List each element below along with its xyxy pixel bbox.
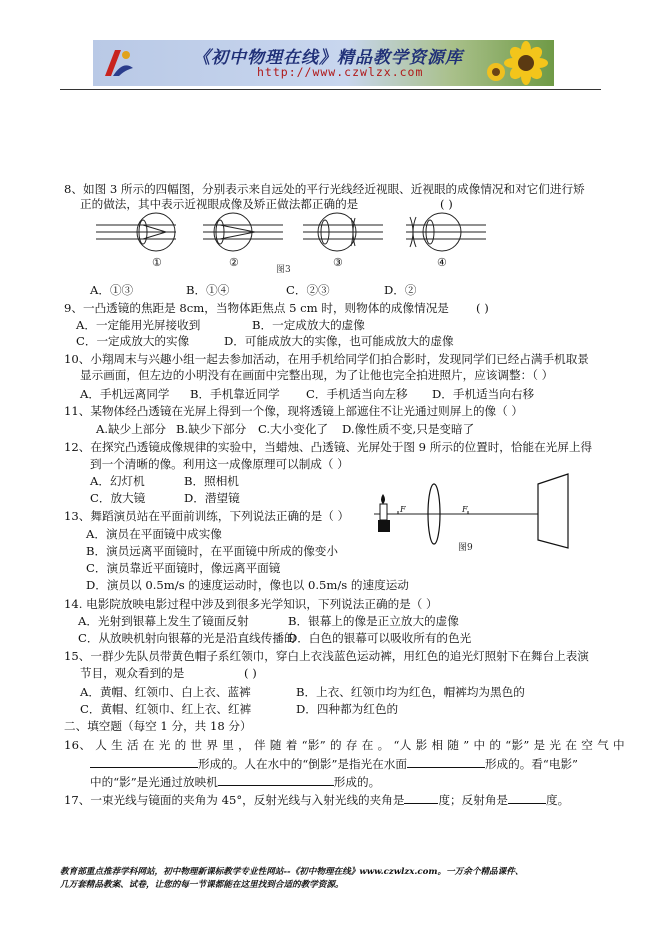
q8-option-c: C．②③ bbox=[286, 283, 330, 297]
q9-option-d: D．可能成放大的实像，也可能成放大的虚像 bbox=[224, 334, 454, 348]
q9-option-b: B．一定成放大的虚像 bbox=[252, 318, 365, 332]
q13-option-a: A．演员在平面镜中成实像 bbox=[86, 527, 222, 541]
eye-diagram-1 bbox=[96, 213, 176, 269]
q10-option-c: C．手机适当向左移 bbox=[306, 387, 408, 401]
q10-option-b: B．手机靠近同学 bbox=[190, 387, 280, 401]
q8-paren: ( ) bbox=[440, 197, 453, 211]
q11-stem: 11、某物体经凸透镜在光屏上得到一个像，现将透镜上部遮住不让光通过则屏上的像（ ） bbox=[64, 404, 524, 418]
q10-line2: 显示画面，但左边的小明没有在画面中完整出现，为了让他也完全拍进照片，应该调整：（ ） bbox=[80, 368, 554, 382]
q16-line2b: 形成的。看“电影” bbox=[484, 757, 578, 771]
q14-option-c: C．从放映机射向银幕的光是沿直线传播的 bbox=[78, 631, 296, 645]
q9-option-a: A．一定能用光屏接收到 bbox=[76, 318, 201, 332]
q8-option-a: A．①③ bbox=[90, 283, 134, 297]
q16-line2 bbox=[90, 756, 578, 772]
eye-diagram-2 bbox=[203, 213, 283, 269]
site-logo-icon bbox=[101, 46, 135, 80]
q12-line1: 12、在探究凸透镜成像规律的实验中，当蜡烛、凸透镜、光屏处于图 9 所示的位置时，恰能在光屏上得 bbox=[64, 440, 593, 454]
q17-part-b: 度；反射角是 bbox=[438, 793, 509, 807]
q11-option-b: B.缺少下部分 bbox=[176, 422, 247, 436]
q16-line1: 16、 人 生 活 在 光 的 世 界 里 ， 伴 随 着 “影” 的 存 在 。 “人 影 相 随 ” 中 的 “影” 是 光 在 空 气 中 bbox=[64, 738, 625, 752]
banner-url[interactable]: http://www.czwlzx.com bbox=[257, 65, 424, 79]
fig9-focus-right: F bbox=[462, 505, 468, 514]
fig-label-2: ② bbox=[229, 256, 239, 269]
q10-line1: 10、小翔周末与兴趣小组一起去参加活动，在用手机给同学们拍合影时，发现同学们已经占满手机取景 bbox=[64, 352, 589, 366]
q15-line1: 15、一群少先队员带黄色帽子系红领巾，穿白上衣浅蓝色运动裤，用红色的追光灯照射下在舞台上表演 bbox=[64, 649, 589, 663]
q12-option-a: A．幻灯机 bbox=[90, 474, 145, 488]
q15-paren: ( ) bbox=[244, 666, 257, 680]
light-screen-icon bbox=[538, 474, 568, 548]
q11-option-c: C.大小变化了 bbox=[258, 422, 329, 436]
q16-blank-2[interactable] bbox=[407, 756, 485, 768]
q8-option-d: D．② bbox=[384, 283, 417, 297]
q11-option-a: A.缺少上部分 bbox=[96, 422, 167, 436]
q14-stem: 14. 电影院放映电影过程中涉及到很多光学知识，下列说法正确的是（ ） bbox=[64, 597, 438, 611]
q13-stem: 13、舞蹈演员站在平面前训练，下列说法正确的是（ ） bbox=[64, 509, 350, 523]
q13-option-b: B．演员远离平面镜时，在平面镜中所成的像变小 bbox=[86, 544, 338, 558]
q13-option-c: C．演员靠近平面镜时，像远离平面镜 bbox=[86, 561, 281, 575]
fig-label-1: ① bbox=[152, 256, 162, 269]
page-footer bbox=[60, 866, 620, 892]
q8-line2: 正的做法，其中表示近视眼成像及矫正做法都正确的是 bbox=[80, 197, 359, 211]
banner-title: 《初中物理在线》精品教学资源库 bbox=[193, 48, 463, 68]
header-banner bbox=[93, 40, 554, 86]
q16-line2a: 形成的。人在水中的“倒影”是指光在水面 bbox=[198, 757, 407, 771]
q16-line3 bbox=[90, 774, 380, 790]
fig-label-3: ③ bbox=[333, 256, 343, 269]
q17-blank-1[interactable] bbox=[404, 792, 438, 804]
q16-line3a: 中的“影”是光通过放映机 bbox=[90, 775, 218, 789]
q15-option-b: B．上衣、红领巾均为红色，帽裤均为黑色的 bbox=[296, 685, 525, 699]
q14-option-d: D．白色的银幕可以吸收所有的色光 bbox=[288, 631, 472, 645]
q15-option-d: D．四种都为红色的 bbox=[296, 702, 399, 716]
q14-option-b: B．银幕上的像是正立放大的虚像 bbox=[288, 614, 459, 628]
q17-blank-2[interactable] bbox=[508, 792, 546, 804]
q15-option-c: C．黄帽、红领巾、红上衣、红裤 bbox=[80, 702, 252, 716]
fig9-caption: 图9 bbox=[458, 543, 473, 553]
fig-label-4: ④ bbox=[437, 256, 447, 269]
q16-blank-1[interactable] bbox=[90, 756, 198, 768]
q8-line1: 8、如图 3 所示的四幅图，分别表示来自远处的平行光线经近视眼、近视眼的成像情况和对它们进行矫 bbox=[64, 182, 585, 196]
q16-line3b: 形成的。 bbox=[333, 775, 381, 789]
q15-line2: 节目，观众看到的是 bbox=[80, 666, 185, 680]
q12-line2: 到一个清晰的像。利用这一成像原理可以制成（ ） bbox=[90, 457, 349, 471]
q17-part-c: 度。 bbox=[546, 793, 570, 807]
footer-line-2: 几万套精品教案、试卷，让您的每一节课都能在这里找到合适的教学资源。 bbox=[60, 880, 344, 890]
q11-option-d: D.像性质不变,只是变暗了 bbox=[342, 422, 475, 436]
q17-part-a: 17、一束光线与镜面的夹角为 45°，反射光线与入射光线的夹角是 bbox=[64, 793, 405, 807]
q10-option-a: A．手机远离同学 bbox=[80, 387, 170, 401]
q9-stem: 9、一凸透镜的焦距是 8cm，当物体距焦点 5 cm 时，则物体的成像情况是 bbox=[64, 301, 449, 315]
q9-paren: ( ) bbox=[476, 301, 489, 315]
footer-line-1: 教育部重点推荐学科网站，初中物理新课标教学专业性网站--《初中物理在线》www.czwlzx.com。一万余个精品课件、 bbox=[60, 867, 524, 877]
q15-option-a: A．黄帽、红领巾、白上衣、蓝裤 bbox=[80, 685, 251, 699]
header-rule bbox=[60, 89, 601, 90]
q9-option-c: C．一定成放大的实像 bbox=[76, 334, 190, 348]
fig9-focus-left: F bbox=[400, 505, 406, 514]
q14-option-a: A．光射到银幕上发生了镜面反射 bbox=[78, 614, 249, 628]
fig3-caption: 图3 bbox=[276, 265, 291, 274]
q12-option-d: D．潜望镜 bbox=[184, 491, 240, 505]
eye-diagram-4 bbox=[406, 213, 486, 269]
figure-9-optical-bench bbox=[372, 470, 598, 554]
q17-line bbox=[64, 792, 569, 808]
sunflower-icon bbox=[486, 40, 552, 86]
section-2-title: 二、填空题（每空 1 分，共 18 分） bbox=[64, 719, 252, 733]
q10-option-d: D．手机适当向右移 bbox=[432, 387, 535, 401]
q16-blank-3[interactable] bbox=[218, 774, 334, 786]
q12-option-b: B．照相机 bbox=[184, 474, 239, 488]
q13-option-d: D．演员以 0.5m/s 的速度运动时，像也以 0.5m/s 的速度运动 bbox=[86, 578, 409, 592]
eye-diagram-3 bbox=[303, 213, 383, 269]
figure-3-eye-diagrams bbox=[96, 208, 516, 274]
q12-option-c: C．放大镜 bbox=[90, 491, 146, 505]
q8-option-b: B．①④ bbox=[186, 283, 230, 297]
candle-icon bbox=[378, 494, 390, 532]
